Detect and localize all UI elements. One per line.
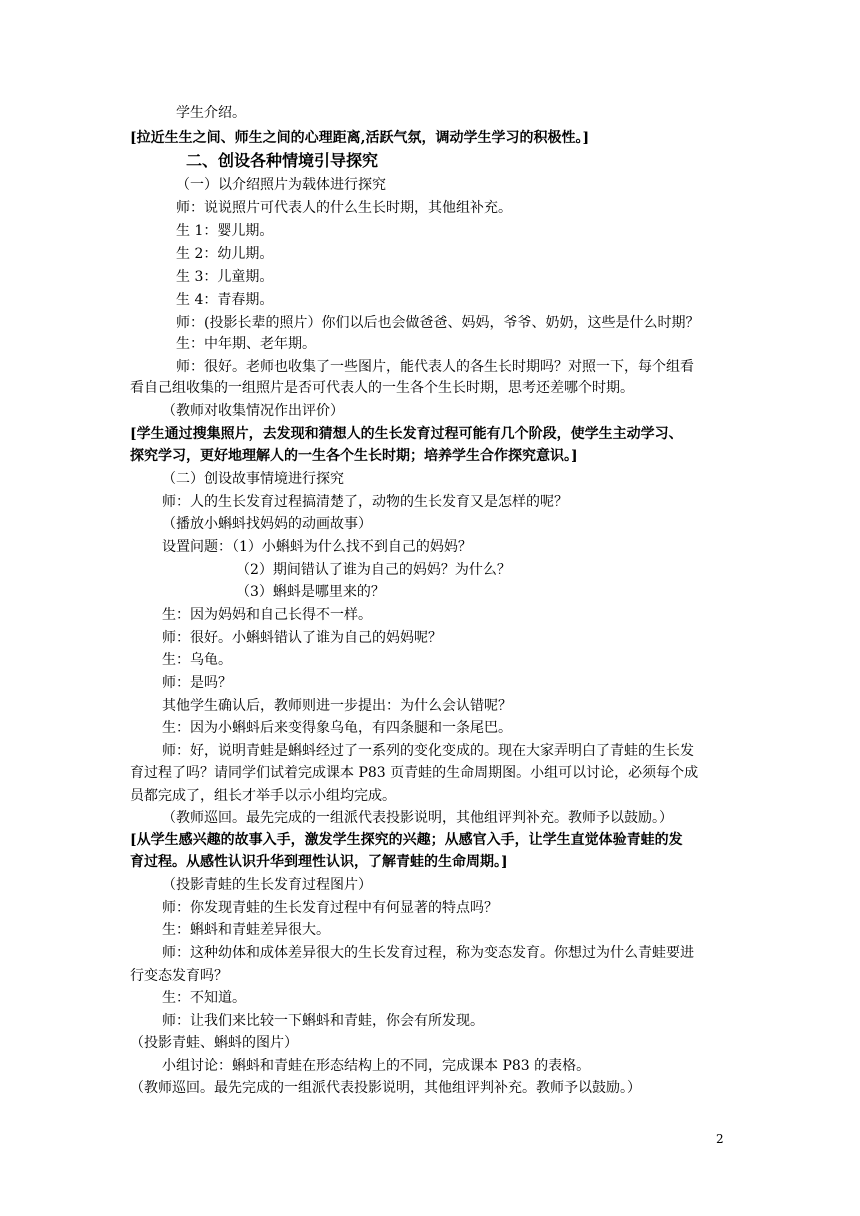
text-line: 师：很好。小蝌蚪错认了谁为自己的妈妈呢？ <box>162 630 442 646</box>
text-line: 师：说说照片可代表人的什么生长时期，其他组补充。 <box>176 200 512 216</box>
text-line: 生：蝌蚪和青蛙差异很大。 <box>162 922 330 938</box>
bold-note: 育过程。从感性认识升华到理性认识，了解青蛙的生命周期。] <box>130 854 508 870</box>
text-line: 师：你发现青蛙的生长发育过程中有何显著的特点吗？ <box>162 900 498 916</box>
text-line: 师：这种幼体和成体差异很大的生长发育过程，称为变态发育。你想过为什么青蛙要进 <box>162 945 694 961</box>
text-line: 其他学生确认后，教师则进一步提出：为什么会认错呢？ <box>162 698 512 714</box>
text-line: （投影青蛙的生长发育过程图片） <box>162 877 372 893</box>
text-line: 师：很好。老师也收集了一些图片，能代表人的各生长时期吗？对照一下，每个组看 <box>176 359 694 375</box>
text-line: 师：是吗？ <box>162 675 232 691</box>
text-line: （教师对收集情况作出评价） <box>162 403 344 419</box>
text-line: 生：因为妈妈和自己长得不一样。 <box>162 607 372 623</box>
text-line: （投影青蛙、蝌蚪的图片） <box>130 1035 298 1051</box>
bold-note: [从学生感兴趣的故事入手，激发学生探究的兴趣；从感官入手，让学生直觉体验青蛙的发 <box>130 832 683 848</box>
text-line: 员都完成了，组长才举手以示小组均完成。 <box>130 788 396 804</box>
text-line: 行变态发育吗？ <box>130 968 228 984</box>
text-line: 生 4：青春期。 <box>176 292 274 308</box>
text-line: 生：乌龟。 <box>162 652 232 668</box>
text-line: 学生介绍。 <box>176 105 246 121</box>
text-line: （2）期间错认了谁为自己的妈妈？为什么？ <box>236 562 511 578</box>
text-line: 育过程了吗？请同学们试着完成课本 P83 页青蛙的生命周期图。小组可以讨论，必须每个成 <box>130 765 699 781</box>
text-line: 师：人的生长发育过程搞清楚了，动物的生长发育又是怎样的呢？ <box>162 494 568 510</box>
text-line: （播放小蝌蚪找妈妈的动画故事） <box>162 516 372 532</box>
text-line: 小组讨论：蝌蚪和青蛙在形态结构上的不同，完成课本 P83 的表格。 <box>162 1058 591 1074</box>
text-line: 生：不知道。 <box>162 990 246 1006</box>
text-line: 设置问题：（1）小蝌蚪为什么找不到自己的妈妈？ <box>162 539 472 555</box>
subsection-heading: （二）创设故事情境进行探究 <box>162 471 344 487</box>
bold-note: 探究学习，更好地理解人的一生各个生长时期；培养学生合作探究意识。] <box>130 448 578 464</box>
text-line: 师：好，说明青蛙是蝌蚪经过了一系列的变化变成的。现在大家弄明白了青蛙的生长发 <box>162 743 694 759</box>
text-line: 生：中年期、老年期。 <box>176 336 316 352</box>
bold-note: [拉近生生之间、师生之间的心理距离,活跃气氛，调动学生学习的积极性。] <box>130 130 590 146</box>
text-line: 生 3：儿童期。 <box>176 269 274 285</box>
subsection-heading: （一）以介绍照片为载体进行探究 <box>176 177 386 193</box>
text-line: 生 1：婴儿期。 <box>176 223 274 239</box>
bold-note: [学生通过搜集照片，去发现和猜想人的生长发育过程可能有几个阶段，使学生主动学习、 <box>130 426 683 442</box>
text-line: 看自己组收集的一组照片是否可代表人的一生各个生长时期，思考还差哪个时期。 <box>130 380 634 396</box>
section-heading: 二、创设各种情境引导探究 <box>186 151 379 170</box>
text-line: （3）蝌蚪是哪里来的？ <box>236 584 385 600</box>
page-number: 2 <box>716 1132 724 1146</box>
text-line: 生：因为小蝌蚪后来变得象乌龟，有四条腿和一条尾巴。 <box>162 720 512 736</box>
text-line: （教师巡回。最先完成的一组派代表投影说明，其他组评判补充。教师予以鼓励。） <box>130 1080 641 1096</box>
text-line: 师：(投影长辈的照片）你们以后也会做爸爸、妈妈，爷爷、奶奶，这些是什么时期？ <box>176 315 700 331</box>
text-line: 师：让我们来比较一下蝌蚪和青蛙，你会有所发现。 <box>162 1013 484 1029</box>
text-line: （教师巡回。最先完成的一组派代表投影说明，其他组评判补充。教师予以鼓励。） <box>162 810 673 826</box>
text-line: 生 2：幼儿期。 <box>176 246 274 262</box>
